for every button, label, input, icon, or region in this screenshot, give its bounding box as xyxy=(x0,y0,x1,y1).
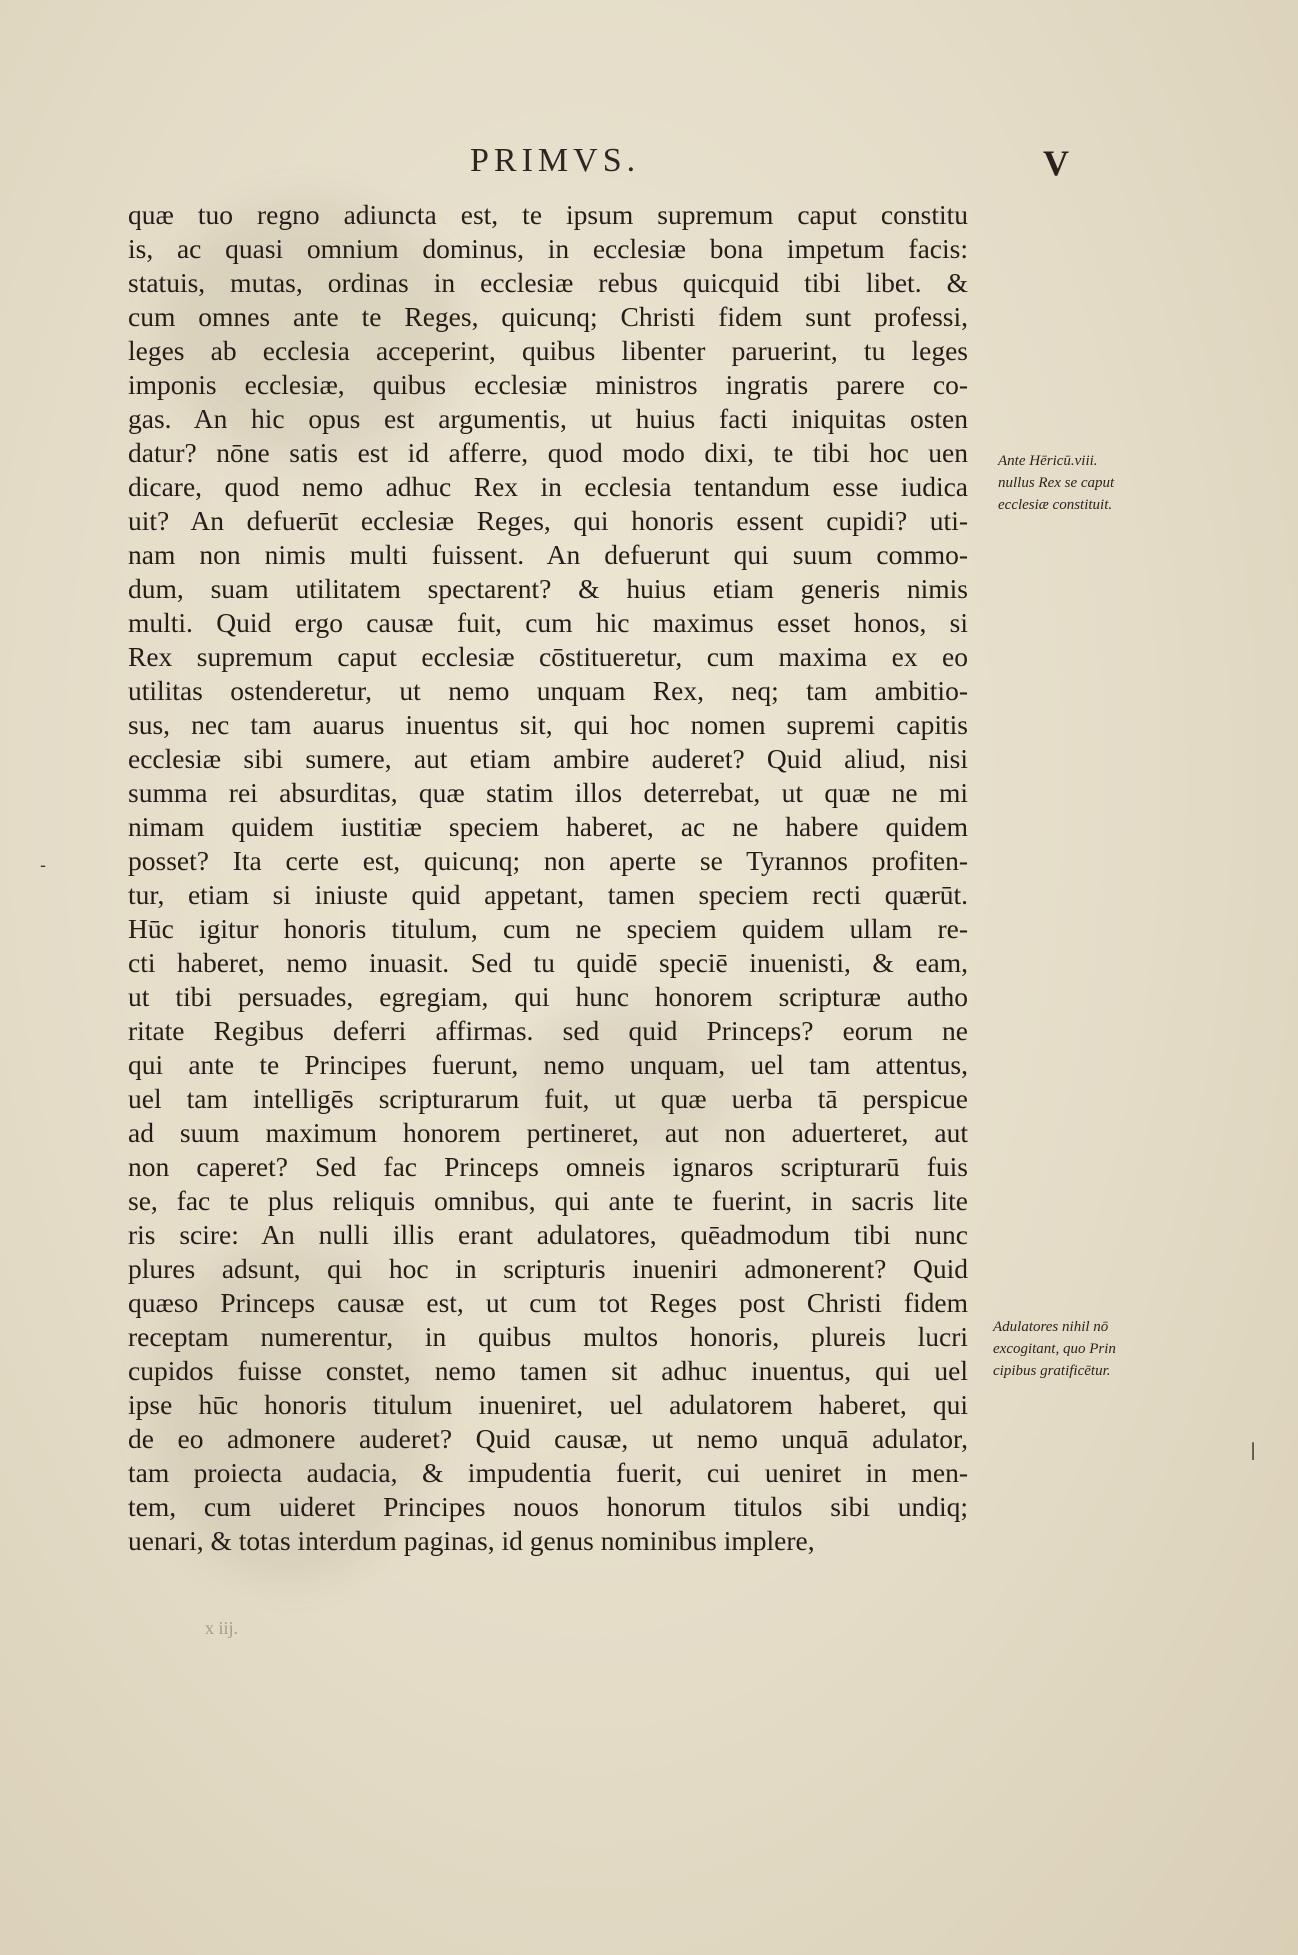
text-line: summa rei absurditas, quæ statim illos deterrebat, ut quæ ne mi xyxy=(128,777,968,808)
text-line: ecclesiæ sibi sumere, aut etiam ambire auderet? Quid aliud, nisi xyxy=(128,743,968,774)
margin-note-line: Adulatores nihil nō xyxy=(993,1319,1109,1335)
text-line: nam non nimis multi fuissent. An defuerunt qui suum commo- xyxy=(128,539,968,570)
margin-note-1 xyxy=(998,450,1114,516)
margin-note-line: Ante Hēricū.viii. xyxy=(998,453,1098,469)
text-line: posset? Ita certe est, quicunq; non aperte se Tyrannos profiten- xyxy=(128,845,968,876)
text-line: ritate Regibus deferri affirmas. sed quid Princeps? eorum ne xyxy=(128,1015,968,1046)
text-line: receptam numerentur, in quibus multos honoris, plureis lucri xyxy=(128,1321,968,1352)
text-line: uel tam intelligēs scripturarum fuit, ut quæ uerba tā perspicue xyxy=(128,1083,968,1114)
text-line: non caperet? Sed fac Princeps omneis ignaros scripturarū fuis xyxy=(128,1151,968,1182)
text-line: dicare, quod nemo adhuc Rex in ecclesia tentandum esse iudica xyxy=(128,471,968,502)
text-line: se, fac te plus reliquis omnibus, qui ante te fuerint, in sacris lite xyxy=(128,1185,968,1216)
text-line: quæ tuo regno adiuncta est, te ipsum supremum caput constitu xyxy=(128,199,968,230)
text-line: ad suum maximum honorem pertineret, aut non aduerteret, aut xyxy=(128,1117,968,1148)
margin-tick-mark: | xyxy=(1250,1440,1257,1461)
text-line: imponis ecclesiæ, quibus ecclesiæ ministros ingratis parere co- xyxy=(128,369,968,400)
margin-note-2 xyxy=(993,1316,1116,1382)
text-line: Hūc igitur honoris titulum, cum ne speciem quidem ullam re- xyxy=(128,913,968,944)
text-line: ut tibi persuades, egregiam, qui hunc honorem scripturæ autho xyxy=(128,981,968,1012)
text-line: sus, nec tam auarus inuentus sit, qui hoc nomen supremi capitis xyxy=(128,709,968,740)
running-head: PRIMVS. xyxy=(470,142,641,179)
margin-note-line: ecclesiæ constituit. xyxy=(998,497,1113,513)
text-line: gas. An hic opus est argumentis, ut huius facti iniquitas osten xyxy=(128,403,968,434)
text-line: cti haberet, nemo inuasit. Sed tu quidē speciē inuenisti, & eam, xyxy=(128,947,968,978)
text-line: plures adsunt, qui hoc in scripturis inueniri admonerent? Quid xyxy=(128,1253,968,1284)
text-line: tam proiecta audacia, & impudentia fuerit, cui ueniret in men- xyxy=(128,1457,968,1488)
text-line: ris scire: An nulli illis erant adulatores, quēadmodum tibi nunc xyxy=(128,1219,968,1250)
text-line: cupidos fuisse constet, nemo tamen sit adhuc inuentus, qui uel xyxy=(128,1355,968,1386)
margin-note-line: cipibus gratificētur. xyxy=(993,1363,1111,1379)
margin-note-line: excogitant, quo Prin xyxy=(993,1341,1116,1357)
text-line: uenari, & totas interdum paginas, id genus nominibus implere, xyxy=(128,1525,815,1556)
text-line: leges ab ecclesia acceperint, quibus libenter paruerint, tu leges xyxy=(128,335,968,366)
text-line: qui ante te Principes fuerunt, nemo unquam, uel tam attentus, xyxy=(128,1049,968,1080)
folio-number: V xyxy=(1043,143,1069,183)
text-line: ipse hūc honoris titulum inueniret, uel adulatorem haberet, qui xyxy=(128,1389,968,1420)
text-line: utilitas ostenderetur, ut nemo unquam Rex, neq; tam ambitio- xyxy=(128,675,968,706)
margin-tick-mark: - xyxy=(40,855,47,876)
text-line: nimam quidem iustitiæ speciem haberet, ac ne habere quidem xyxy=(128,811,968,842)
margin-note-line: nullus Rex se caput xyxy=(998,475,1115,491)
text-line: datur? nōne satis est id afferre, quod modo dixi, te tibi hoc uen xyxy=(128,437,968,468)
text-line: quæso Princeps causæ est, ut cum tot Reges post Christi fidem xyxy=(128,1287,968,1318)
text-line: cum omnes ante te Reges, quicunq; Christi fidem sunt professi, xyxy=(128,301,968,332)
text-line: dum, suam utilitatem spectarent? & huius etiam generis nimis xyxy=(128,573,968,604)
text-line: is, ac quasi omnium dominus, in ecclesiæ bona impetum facis: xyxy=(128,233,968,264)
text-line: statuis, mutas, ordinas in ecclesiæ rebus quicquid tibi libet. & xyxy=(128,267,968,298)
text-line: multi. Quid ergo causæ fuit, cum hic maximus esset honos, si xyxy=(128,607,968,638)
signature-mark: x iij. xyxy=(205,1618,239,1638)
text-line: tur, etiam si iniuste quid appetant, tamen speciem recti quærūt. xyxy=(128,879,968,910)
text-line: uit? An defuerūt ecclesiæ Reges, qui honoris essent cupidi? uti- xyxy=(128,505,968,536)
text-line: tem, cum uideret Principes nouos honorum titulos sibi undiq; xyxy=(128,1491,968,1522)
text-line: Rex supremum caput ecclesiæ cōstitueretur, cum maxima ex eo xyxy=(128,641,968,672)
body-text xyxy=(128,198,968,1558)
text-line: de eo admonere auderet? Quid causæ, ut nemo unquā adulator, xyxy=(128,1423,968,1454)
